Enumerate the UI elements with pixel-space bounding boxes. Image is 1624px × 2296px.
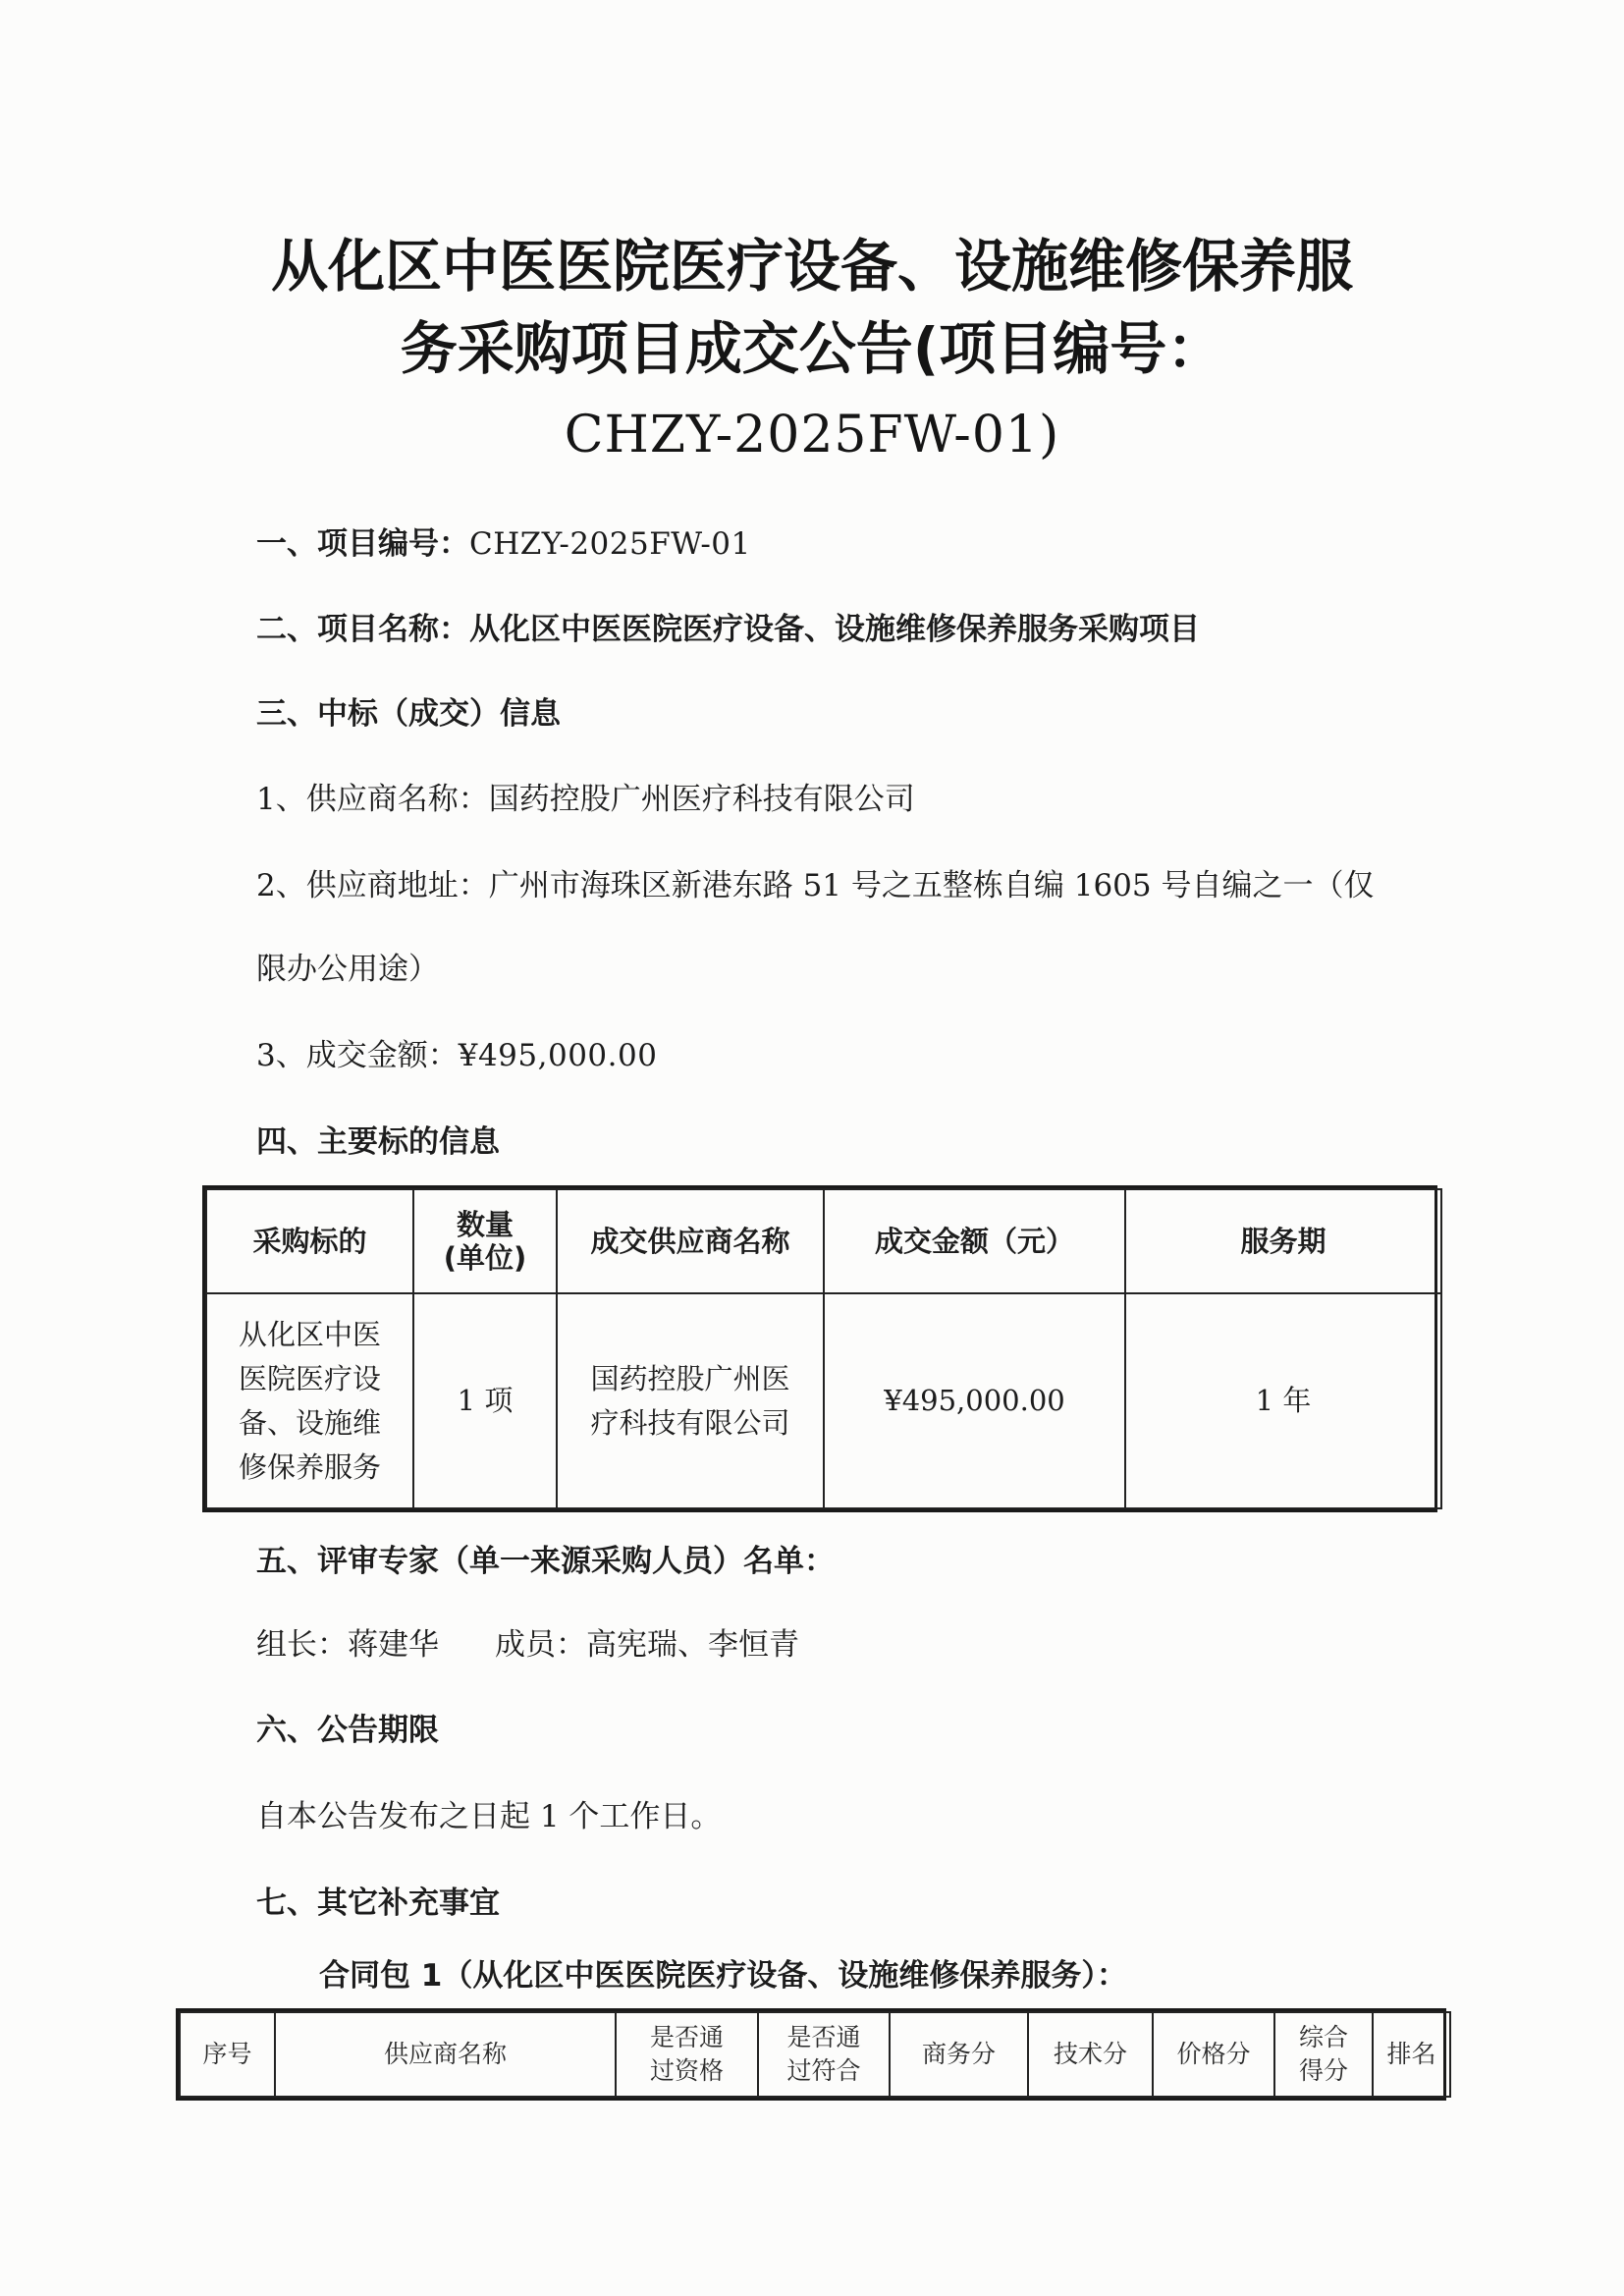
- title-line-1: 从化区中医医院医疗设备、设施维修保养服: [270, 233, 1353, 300]
- header-amount: 成交金额（元）: [824, 1189, 1125, 1293]
- supplier-address-value-2: 限办公用途）: [256, 952, 439, 987]
- cell-service-period: 1 年: [1125, 1293, 1441, 1508]
- cell-quantity: 1 项: [413, 1293, 557, 1508]
- score-header-text: 是否通: [649, 2023, 724, 2051]
- project-name-line: [256, 614, 1200, 645]
- score-table-header-row: [180, 2012, 1450, 2097]
- cell-item: [206, 1293, 413, 1508]
- supplier-name-line: [256, 784, 915, 815]
- table-row: [206, 1293, 1441, 1508]
- header-quantity-line-2: (单位): [443, 1241, 527, 1275]
- award-amount-value: ¥495,000.00: [458, 1038, 658, 1073]
- subject-info-table: [202, 1185, 1437, 1512]
- supplier-address-value-1: 广州市海珠区新港东路 51 号之五整栋自编 1605 号自编之一（仅: [488, 868, 1375, 903]
- score-header-text: 是否通: [786, 2023, 861, 2051]
- cell-item-line: 从化区中医: [238, 1317, 381, 1351]
- score-header-price: [1153, 2012, 1274, 2097]
- table-header-row: [206, 1189, 1441, 1293]
- supplier-name-label: 1、供应商名称：: [256, 782, 489, 817]
- score-header-rank: [1373, 2012, 1450, 2097]
- score-header-supplier: [275, 2012, 616, 2097]
- award-amount-line: [256, 1040, 657, 1071]
- supplier-address-label: 2、供应商地址：: [256, 868, 489, 903]
- project-name-label: 二、项目名称：: [256, 612, 469, 647]
- experts-leader: 组长：蒋建华: [256, 1627, 439, 1663]
- score-header-qualification: [616, 2012, 758, 2097]
- score-header-text: 序号: [202, 2040, 252, 2068]
- score-header-text: 价格分: [1176, 2040, 1251, 2068]
- cell-supplier: [557, 1293, 824, 1508]
- experts-heading: 五、评审专家（单一来源采购人员）名单：: [256, 1544, 835, 1579]
- score-header-total: [1274, 2012, 1373, 2097]
- title-line-2: 务采购项目成交公告(项目编号：: [400, 315, 1224, 382]
- score-header-text: 综合: [1298, 2023, 1348, 2051]
- score-header-business: [890, 2012, 1028, 2097]
- other-matters-heading: 七、其它补充事宜: [256, 1886, 500, 1921]
- package-title: 合同包 1（从化区中医医院医疗设备、设施维修保养服务）：: [319, 1958, 1127, 1994]
- experts-members: 成员：高宪瑞、李恒青: [495, 1627, 799, 1663]
- header-quantity-line-1: 数量: [456, 1208, 514, 1241]
- score-header-text: 排名: [1386, 2040, 1436, 2068]
- header-supplier: 成交供应商名称: [557, 1189, 824, 1293]
- score-header-index: [180, 2012, 275, 2097]
- cell-supplier-line: 国药控股广州医: [590, 1361, 790, 1395]
- notice-period-text: 自本公告发布之日起 1 个工作日。: [256, 1799, 722, 1834]
- project-number-label: 一、项目编号：: [256, 526, 469, 562]
- score-header-text: 得分: [1298, 2056, 1348, 2085]
- cell-item-line: 医院医疗设: [238, 1361, 381, 1395]
- supplier-address-line: [256, 870, 1375, 902]
- score-header-text: 过资格: [649, 2056, 724, 2085]
- supplier-name-value: 国药控股广州医疗科技有限公司: [488, 782, 915, 817]
- cell-item-line: 修保养服务: [238, 1449, 381, 1484]
- subject-info-heading: 四、主要标的信息: [256, 1124, 500, 1160]
- cell-amount: ¥495,000.00: [824, 1293, 1125, 1508]
- project-number-line: [256, 528, 751, 560]
- score-header-text: 供应商名称: [383, 2040, 507, 2068]
- score-table: [176, 2008, 1446, 2101]
- score-header-text: 技术分: [1053, 2040, 1127, 2068]
- cell-supplier-line: 疗科技有限公司: [590, 1405, 790, 1440]
- notice-period-heading: 六、公告期限: [256, 1713, 439, 1748]
- score-header-compliance: [758, 2012, 890, 2097]
- score-header-text: 过符合: [786, 2056, 861, 2085]
- score-header-text: 商务分: [921, 2040, 996, 2068]
- award-info-heading: 三、中标（成交）信息: [256, 696, 561, 732]
- header-service-period: 服务期: [1125, 1189, 1441, 1293]
- award-amount-label: 3、成交金额：: [256, 1038, 459, 1073]
- title-line-3: CHZY-2025FW-01): [564, 406, 1060, 465]
- score-header-technical: [1028, 2012, 1153, 2097]
- header-quantity: [413, 1189, 557, 1293]
- cell-item-line: 备、设施维: [238, 1405, 381, 1440]
- project-name-value: 从化区中医医院医疗设备、设施维修保养服务采购项目: [469, 612, 1200, 647]
- header-item: 采购标的: [206, 1189, 413, 1293]
- project-number-value: CHZY-2025FW-01: [469, 526, 751, 562]
